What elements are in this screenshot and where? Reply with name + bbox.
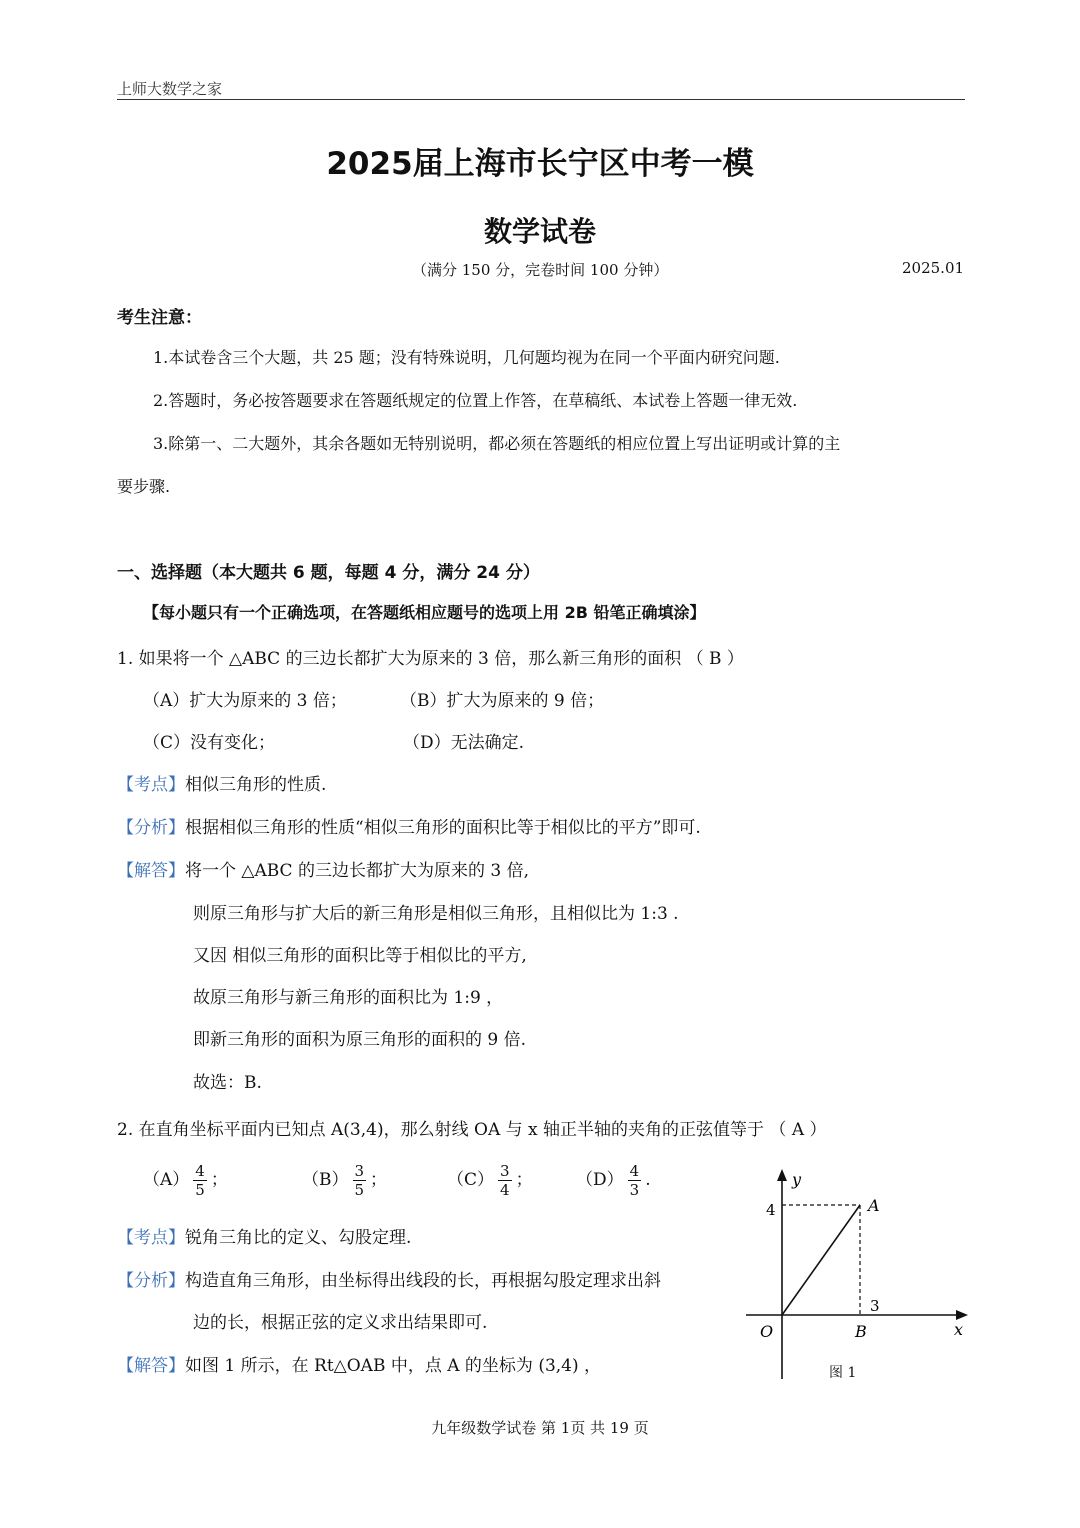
q1-option-d: （D）无法确定.	[403, 733, 525, 753]
tag-fenxi: 【分析】	[117, 818, 185, 838]
fraction-numerator: 3	[354, 1162, 365, 1180]
notice-item: 1.本试卷含三个大题，共 25 题；没有特殊说明，几何题均视为在同一个平面内研究问题.	[153, 348, 780, 367]
fenxi-text: 根据相似三角形的性质“相似三角形的面积比等于相似比的平方”即可.	[185, 818, 701, 838]
origin-label: O	[760, 1322, 774, 1341]
tick-y-label: 4	[766, 1201, 776, 1219]
q2-option-d	[576, 1162, 651, 1199]
tag-jieda: 【解答】	[117, 1356, 185, 1376]
exam-date: 2025.01	[902, 259, 965, 277]
x-axis-arrow	[956, 1310, 968, 1320]
fraction	[193, 1162, 207, 1199]
tag-kaodian: 【考点】	[117, 1228, 185, 1248]
notice-item: 2.答题时，务必按答题要求在答题纸规定的位置上作答，在草稿纸、本试卷上答题一律无效.	[153, 391, 798, 410]
fraction-numerator: 3	[500, 1162, 510, 1180]
q1-option-b: （B）扩大为原来的 9 倍；	[400, 691, 605, 711]
fenxi-text: 边的长，根据正弦的定义求出结果即可.	[193, 1313, 488, 1333]
tick-x-label: 3	[870, 1297, 880, 1315]
option-end: .	[645, 1170, 651, 1190]
scoring-note: （满分 150 分，完卷时间 100 分钟）	[412, 261, 669, 279]
jieda-text: 如图 1 所示，在 Rt△OAB 中，点 A 的坐标为 (3,4) ，	[185, 1356, 602, 1376]
figure-caption: 图 1	[829, 1365, 857, 1381]
option-end: ；	[515, 1170, 533, 1190]
q1-option-c: （C）没有变化；	[143, 733, 276, 753]
point-b-label: B	[855, 1322, 867, 1341]
jieda-line: 即新三角形的面积为原三角形的面积的 9 倍.	[193, 1030, 527, 1050]
tag-jieda: 【解答】	[117, 861, 185, 881]
q1-jieda	[117, 856, 529, 881]
option-label: （D）	[576, 1170, 624, 1190]
q1-stem: 1. 如果将一个 △ABC 的三边长都扩大为原来的 3 倍，那么新三角形的面积 （ B ）	[117, 649, 744, 669]
q2-jieda	[117, 1351, 601, 1376]
jieda-line: 故原三角形与新三角形的面积比为 1:9 ，	[193, 988, 504, 1008]
segment-oa	[782, 1205, 860, 1315]
kaodian-text: 锐角三角比的定义、勾股定理.	[185, 1228, 412, 1248]
notice-heading: 考生注意：	[117, 308, 202, 328]
q2-option-a	[143, 1162, 228, 1199]
fraction-denominator: 4	[500, 1181, 510, 1199]
q1-option-a: （A）扩大为原来的 3 倍；	[143, 691, 347, 711]
section-instruction: 【每小题只有一个正确选项，在答题纸相应题号的选项上用 2B 铅笔正确填涂】	[143, 603, 706, 622]
fraction-numerator: 4	[629, 1162, 640, 1180]
tag-fenxi: 【分析】	[117, 1271, 185, 1291]
option-label: （C）	[447, 1170, 495, 1190]
q2-stem: 2. 在直角坐标平面内已知点 A(3,4)，那么射线 OA 与 x 轴正半轴的夹角的正弦值等于 （ A ）	[117, 1120, 827, 1140]
q1-kaodian	[117, 770, 326, 795]
header-rule	[117, 99, 965, 100]
notice-item: 3.除第一、二大题外，其余各题如无特别说明，都必须在答题纸的相应位置上写出证明或计算的主	[153, 434, 841, 453]
jieda-line: 又因 相似三角形的面积比等于相似比的平方,	[193, 946, 527, 966]
jieda-line: 则原三角形与扩大后的新三角形是相似三角形，且相似比为 1:3 .	[193, 904, 679, 924]
page-footer: 九年级数学试卷 第 1页 共 19 页	[431, 1419, 649, 1437]
y-axis-arrow	[777, 1169, 787, 1181]
header-source: 上师大数学之家	[117, 80, 223, 98]
fraction-denominator: 5	[354, 1181, 365, 1199]
coordinate-figure	[740, 1165, 980, 1385]
fenxi-text: 构造直角三角形，由坐标得出线段的长，再根据勾股定理求出斜	[185, 1271, 661, 1291]
fraction-numerator: 4	[195, 1162, 205, 1180]
point-a-label: A	[868, 1196, 880, 1215]
q2-fenxi	[117, 1266, 661, 1291]
page-title: 2025届上海市长宁区中考一模	[326, 146, 754, 182]
q2-option-b	[302, 1162, 387, 1199]
fraction-denominator: 3	[629, 1181, 640, 1199]
x-axis-label: x	[954, 1320, 964, 1339]
fraction	[498, 1162, 512, 1199]
option-label: （A）	[143, 1170, 190, 1190]
section-heading: 一、选择题（本大题共 6 题，每题 4 分，满分 24 分）	[117, 563, 540, 583]
q2-kaodian	[117, 1223, 411, 1248]
y-axis-label: y	[792, 1170, 802, 1189]
q2-option-c	[447, 1162, 533, 1199]
tag-kaodian: 【考点】	[117, 775, 185, 795]
option-end: ；	[210, 1170, 228, 1190]
fraction	[353, 1162, 367, 1199]
jieda-line: 将一个 △ABC 的三边长都扩大为原来的 3 倍,	[185, 861, 530, 881]
notice-item: 要步骤.	[117, 477, 171, 496]
option-label: （B）	[302, 1170, 349, 1190]
page-subtitle: 数学试卷	[483, 215, 596, 248]
fraction-denominator: 5	[195, 1181, 205, 1199]
kaodian-text: 相似三角形的性质.	[185, 775, 327, 795]
option-end: ；	[370, 1170, 388, 1190]
q1-fenxi	[117, 813, 701, 838]
jieda-line: 故选：B.	[193, 1073, 262, 1093]
fraction	[628, 1162, 642, 1199]
